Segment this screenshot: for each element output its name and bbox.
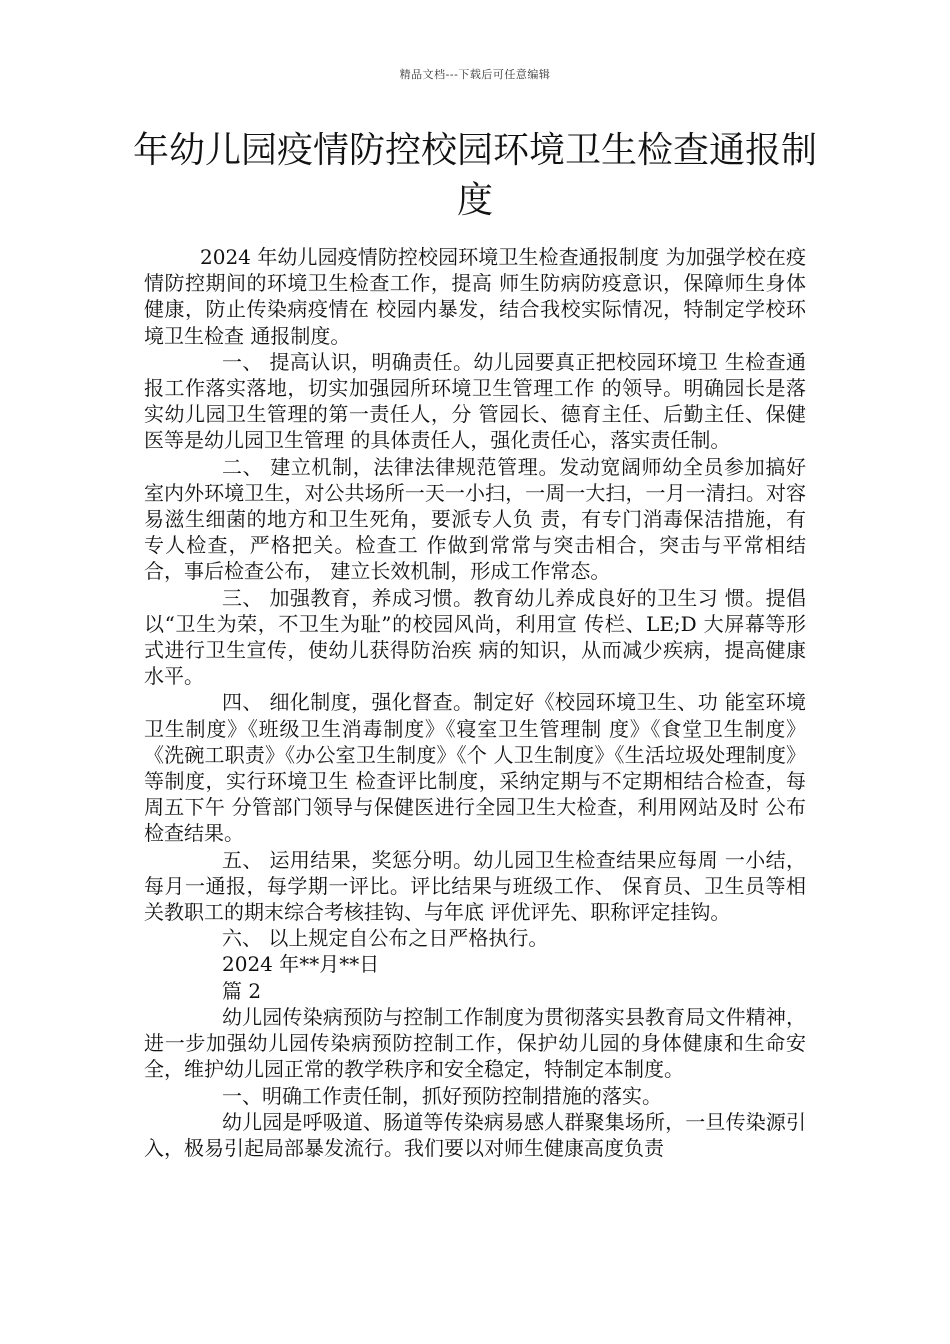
part-2-intro-paragraph: 幼儿园传染病预防与控制工作制度为贯彻落实县教育局文件精神，进一步加强幼儿园传染病预防控制工作，保护幼儿园的身体健康和生命安全，维护幼儿园正常的教学秩序和安全稳定，特制定本制度。 [144, 1004, 806, 1082]
intro-paragraph: 2024 年幼儿园疫情防控校园环境卫生检查通报制度 为加强学校在疫情防控期间的环境卫生检查工作，提高 师生防病防疫意识，保障师生身体健康，防止传染病疫情在 校园内暴发，结合我校实际情况，特制定学校环境卫生检查 通报制度。 [144, 245, 806, 348]
date-line: 2024 年**月**日 [222, 952, 380, 977]
header-note: 精品文档---下载后可任意编辑 [399, 68, 551, 81]
section-1-paragraph: 一、 提高认识，明确责任。幼儿园要真正把校园环境卫 生检查通报工作落实落地，切实加强园所环境卫生管理工作 的领导。明确园长是落实幼儿园卫生管理的第一责任人，分 管园长、德育主任、后勤主任、保健医等是幼儿园卫生管理 的具体责任人，强化责任心，落实责任制。 [144, 349, 806, 453]
section-2-paragraph: 二、 建立机制，法律法律规范管理。发动宽阔师幼全员参加搞好 室内外环境卫生，对公共场所一天一小扫，一周一大扫，一月一清扫。对容易滋生细菌的地方和卫生死角，要派专人负 责，有专门消毒保洁措施，有专人检查，严格把关。检查工 作做到常常与突击相合，突击与平常相结合，事后检查公布， 建立长效机制，形成工作常态。 [144, 454, 806, 584]
document-body [144, 244, 806, 1161]
section-6-paragraph: 六、 以上规定自公布之日严格执行。 [222, 926, 549, 951]
section-3-paragraph: 三、 加强教育，养成习惯。教育幼儿养成良好的卫生习 惯。提倡以“卫生为荣，不卫生为耻”的校园风尚，利用宣 传栏、LE;D 大屏幕等形式进行卫生宣传，使幼儿获得防治疾 病的知识，从而减少疾病，提高健康水平。 [144, 585, 806, 689]
part-2-heading: 篇 2 [222, 978, 262, 1003]
part-2-section-1-paragraph: 幼儿园是呼吸道、肠道等传染病易感人群聚集场所，一旦传染源引入，极易引起局部暴发流行。我们要以对师生健康高度负责 [144, 1109, 806, 1160]
section-5-paragraph: 五、 运用结果，奖惩分明。幼儿园卫生检查结果应每周 一小结，每月一通报，每学期一评比。评比结果与班级工作、 保育员、卫生员等相关教职工的期末综合考核挂钩、与年底 评优评先、职称评定挂钩。 [144, 847, 806, 925]
document-title: 年幼儿园疫情防控校园环境卫生检查通报制度 [132, 130, 817, 221]
section-4-paragraph: 四、 细化制度，强化督查。制定好《校园环境卫生、功 能室环境卫生制度》《班级卫生消毒制度》《寝室卫生管理制 度》《食堂卫生制度》《洗碗工职责》《办公室卫生制度》《个 人卫生制度》《生活垃圾处理制度》等制度，实行环境卫生 检查评比制度，采纳定期与不定期相结合检查，每周五下午 分管部门领导与保健医进行全园卫生大检查，利用网站及时 公布检查结果。 [144, 690, 806, 846]
part-2-section-1-heading: 一、明确工作责任制，抓好预防控制措施的落实。 [222, 1083, 662, 1108]
